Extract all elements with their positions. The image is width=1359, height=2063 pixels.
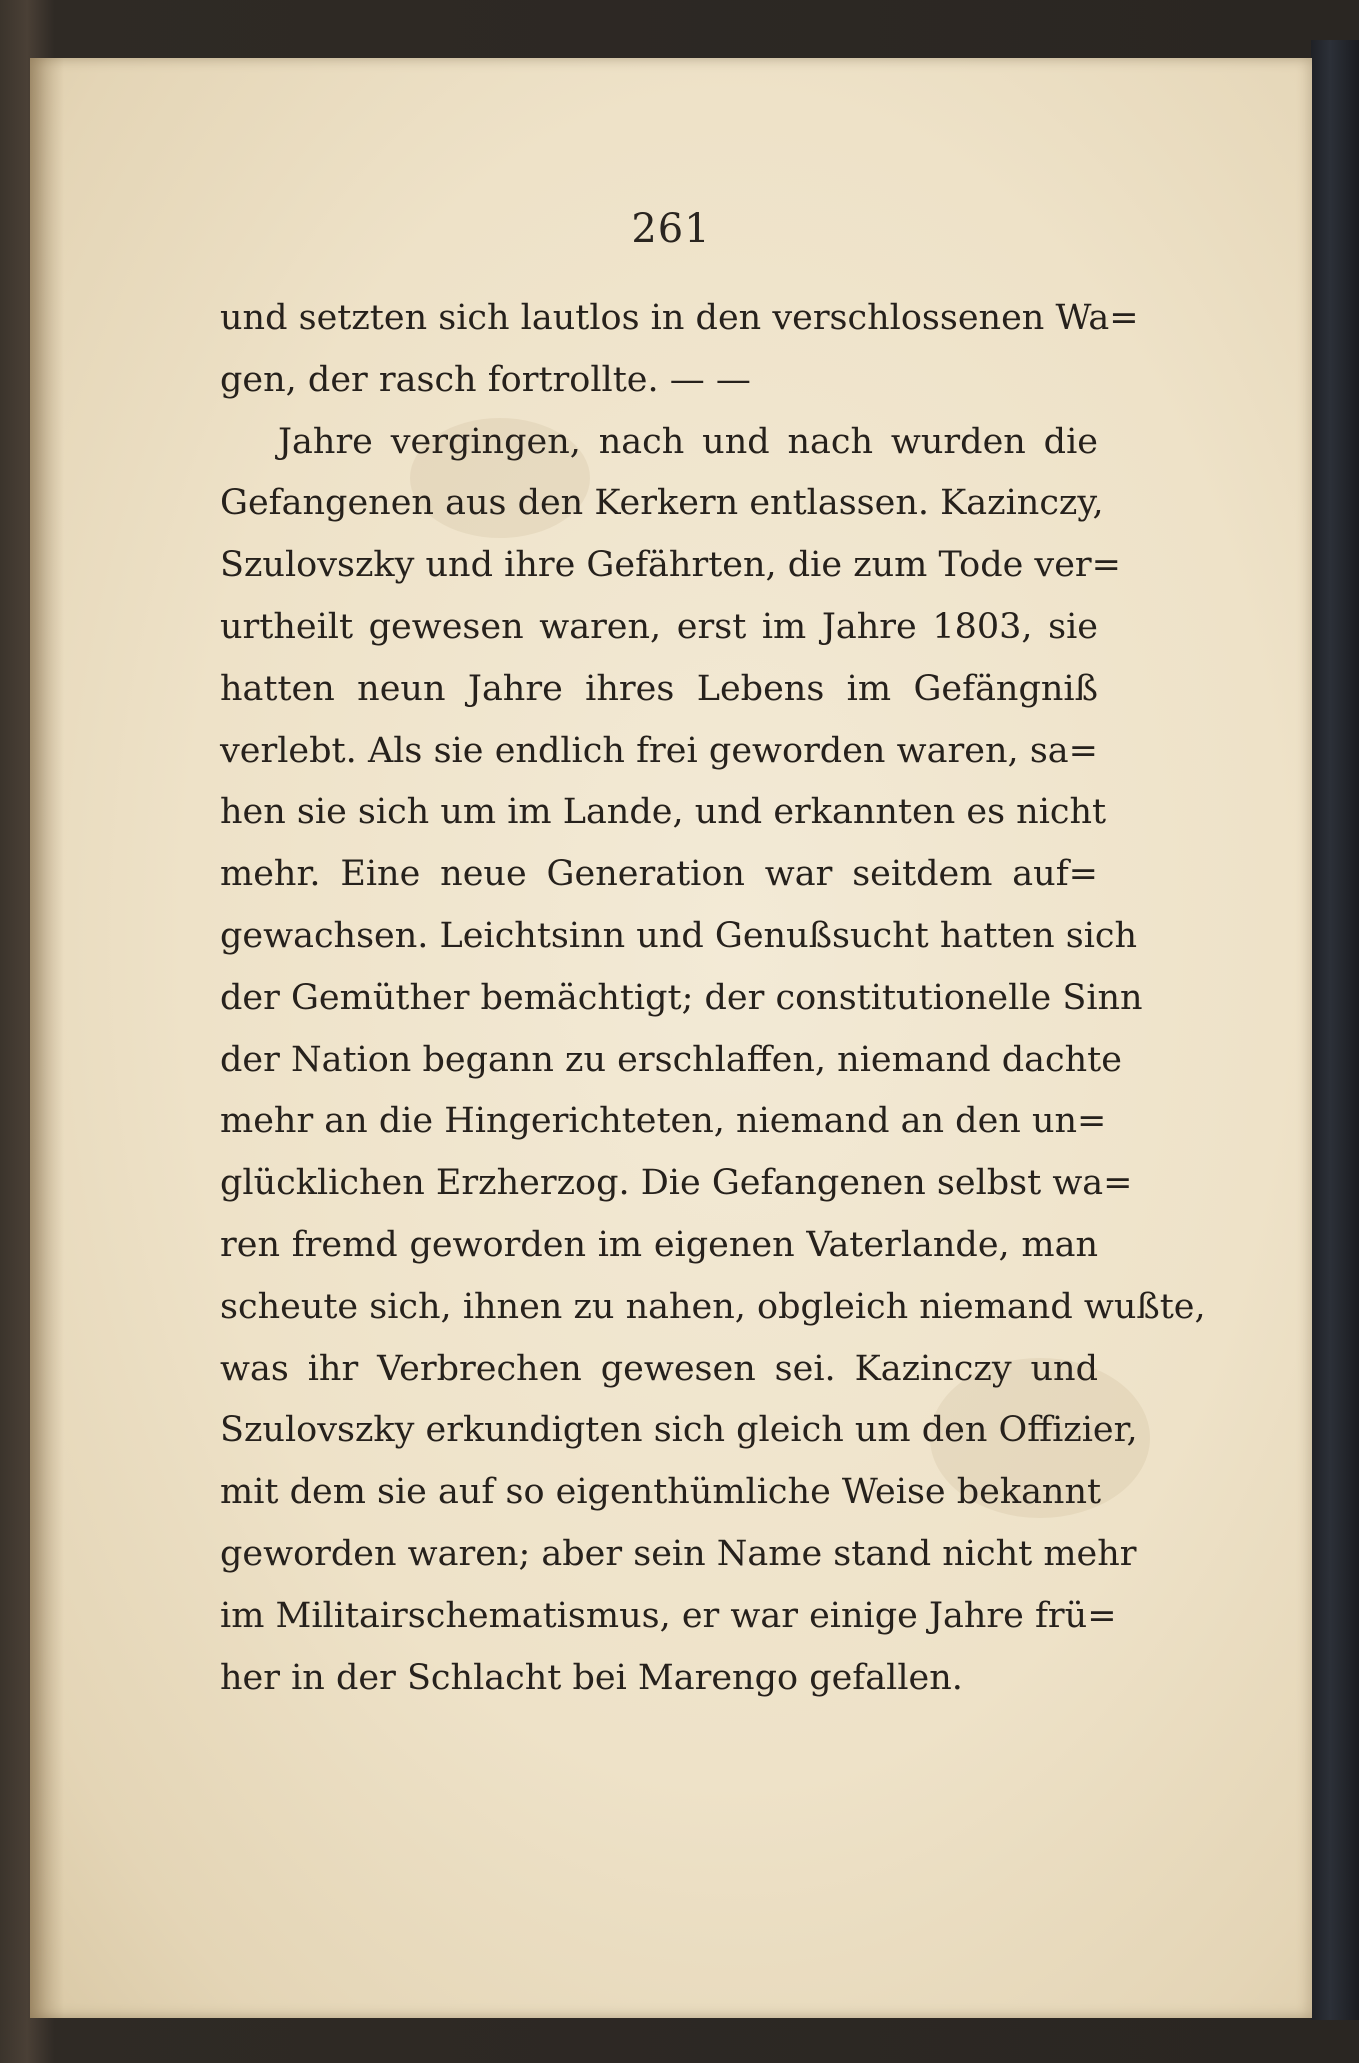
text-line: der Gemüther bemächtigt; der constitutionelle Sinn [220,977,1143,1018]
book-page [30,58,1312,2018]
text-line: Szulovszky erkundigten sich gleich um den Offizier, [220,1410,1138,1451]
text-line: urtheilt gewesen waren, erst im Jahre 1803, sie [220,606,1098,647]
text-line: verlebt. Als sie endlich frei geworden waren, sa= [220,730,1098,771]
text-line: im Militairschematismus, er war einige Jahre frü= [220,1595,1117,1636]
text-line: Szulovszky und ihre Gefährten, die zum Tode ver= [220,545,1121,586]
text-line: der Nation begann zu erschlaffen, niemand dachte [220,1039,1122,1080]
text-line: hen sie sich um im Lande, und erkannten es nicht [220,792,1107,833]
body-text [220,288,1206,1709]
text-line: ren fremd geworden im eigenen Vaterlande, man [220,1224,1098,1265]
text-line: Gefangenen aus den Kerkern entlassen. Kazinczy, [220,483,1104,524]
text-line: was ihr Verbrechen gewesen sei. Kazinczy und [220,1348,1098,1389]
text-line: glücklichen Erzherzog. Die Gefangenen selbst wa= [220,1163,1133,1204]
text-line: geworden waren; aber sein Name stand nicht mehr [220,1533,1137,1574]
text-line: scheute sich, ihnen zu nahen, obgleich niemand wußte, [220,1286,1206,1327]
page-gutter-shadow [30,58,64,2018]
text-line: mit dem sie auf so eigenthümliche Weise bekannt [220,1472,1102,1513]
text-line: Jahre vergingen, nach und nach wurden die [278,421,1098,462]
page-number: 261 [631,206,711,252]
text-line: und setzten sich lautlos in den verschlossenen Wa= [220,298,1139,338]
text-line: mehr an die Hingerichteten, niemand an den un= [220,1101,1107,1142]
text-line: hatten neun Jahre ihres Lebens im Gefängniß [220,668,1098,709]
book-cover-edge [1311,40,1359,2020]
text-line: gewachsen. Leichtsinn und Genußsucht hatten sich [220,915,1138,956]
text-line: mehr. Eine neue Generation war seitdem auf= [220,854,1098,895]
text-line: her in der Schlacht bei Marengo gefallen. [220,1657,963,1698]
text-line: gen, der rasch fortrollte. — — [220,359,751,400]
